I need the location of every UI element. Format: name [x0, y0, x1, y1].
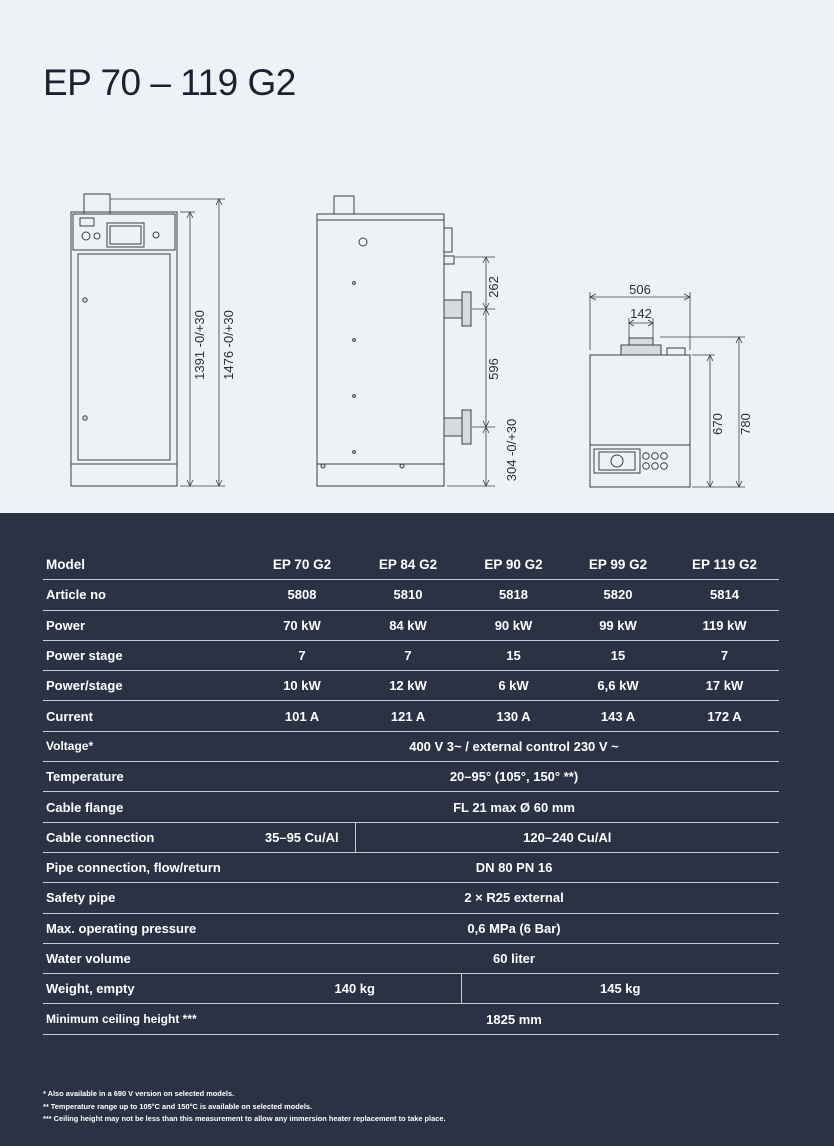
table-cell: 90 kW	[461, 610, 566, 640]
table-row	[43, 762, 779, 792]
table-cell: 119 kW	[670, 610, 779, 640]
table-cell: 5814	[670, 580, 779, 610]
dim-front-height-1: 1391 -0/+30	[192, 310, 207, 380]
col-header-model: Model	[43, 550, 249, 580]
dim-top-flange: 142	[630, 306, 652, 321]
table-cell: 35–95 Cu/Al	[249, 822, 355, 852]
table-row	[43, 974, 779, 1004]
table-cell: 121 A	[355, 701, 461, 731]
table-cell: 172 A	[670, 701, 779, 731]
row-label: Current	[43, 701, 249, 731]
dim-side-bottom: 304 -0/+30	[504, 418, 519, 482]
dim-top-width: 506	[629, 282, 651, 297]
col-header: EP 90 G2	[461, 550, 566, 580]
table-cell: 7	[670, 640, 779, 670]
dim-top-height-1: 670	[710, 413, 725, 435]
row-label: Water volume	[43, 943, 249, 973]
table-cell: 84 kW	[355, 610, 461, 640]
row-label: Power stage	[43, 640, 249, 670]
table-row	[43, 731, 779, 761]
table-cell: 1825 mm	[249, 1004, 779, 1034]
row-label: Temperature	[43, 762, 249, 792]
table-row	[43, 883, 779, 913]
table-row	[43, 1004, 779, 1034]
table-cell: 5810	[355, 580, 461, 610]
row-label: Pipe connection, flow/return	[43, 852, 249, 882]
table-cell: 6,6 kW	[566, 671, 670, 701]
table-cell: 99 kW	[566, 610, 670, 640]
table-cell: 5820	[566, 580, 670, 610]
table-cell: 145 kg	[461, 974, 779, 1004]
table-cell: 60 liter	[249, 943, 779, 973]
drawing-section	[0, 0, 834, 513]
table-cell: 400 V 3~ / external control 230 V ~	[249, 731, 779, 761]
table-cell: 130 A	[461, 701, 566, 731]
table-row	[43, 580, 779, 610]
table-cell: 70 kW	[249, 610, 355, 640]
table-cell: 15	[566, 640, 670, 670]
row-label: Max. operating pressure	[43, 913, 249, 943]
col-header: EP 99 G2	[566, 550, 670, 580]
footnote: *** Ceiling height may not be less than this measurement to allow any immersion heater replacement to take place.	[43, 1114, 446, 1123]
dim-front-height-2: 1476 -0/+30	[221, 310, 236, 380]
row-label: Power/stage	[43, 671, 249, 701]
dim-top-height-2: 780	[738, 413, 753, 435]
table-cell: 2 × R25 external	[249, 883, 779, 913]
row-label: Weight, empty	[43, 974, 249, 1004]
spec-section	[0, 513, 834, 1146]
table-cell: 101 A	[249, 701, 355, 731]
table-row	[43, 701, 779, 731]
table-cell: 20–95° (105°, 150° **)	[249, 762, 779, 792]
top-view-drawing	[590, 292, 745, 487]
table-cell: 0,6 MPa (6 Bar)	[249, 913, 779, 943]
table-cell: 7	[249, 640, 355, 670]
table-cell: 5808	[249, 580, 355, 610]
row-label: Article no	[43, 580, 249, 610]
table-header-row	[43, 550, 779, 580]
table-cell: DN 80 PN 16	[249, 852, 779, 882]
table-row	[43, 610, 779, 640]
table-cell: 143 A	[566, 701, 670, 731]
row-label: Voltage*	[43, 731, 249, 761]
table-row	[43, 913, 779, 943]
table-cell: FL 21 max Ø 60 mm	[249, 792, 779, 822]
side-view-drawing	[317, 196, 495, 486]
page-title: EP 70 – 119 G2	[43, 62, 296, 103]
table-row	[43, 792, 779, 822]
dim-side-top: 262	[486, 276, 501, 298]
row-label: Minimum ceiling height ***	[43, 1004, 249, 1034]
table-cell: 12 kW	[355, 671, 461, 701]
table-cell: 5818	[461, 580, 566, 610]
footnotes	[43, 1088, 803, 1126]
row-label: Power	[43, 610, 249, 640]
dim-side-middle: 596	[486, 358, 501, 380]
table-cell: 15	[461, 640, 566, 670]
table-cell: 140 kg	[249, 974, 461, 1004]
row-label: Safety pipe	[43, 883, 249, 913]
table-row	[43, 822, 779, 852]
footnote: ** Temperature range up to 105°C and 150°C is available on selected models.	[43, 1101, 313, 1111]
table-row	[43, 852, 779, 882]
col-header: EP 84 G2	[355, 550, 461, 580]
footnote: * Also available in a 690 V version on selected models.	[43, 1089, 235, 1098]
table-cell: 10 kW	[249, 671, 355, 701]
table-row	[43, 943, 779, 973]
table-cell: 120–240 Cu/Al	[355, 822, 779, 852]
technical-drawings	[0, 0, 834, 513]
col-header: EP 119 G2	[670, 550, 779, 580]
table-row	[43, 671, 779, 701]
table-cell: 7	[355, 640, 461, 670]
col-header: EP 70 G2	[249, 550, 355, 580]
row-label: Cable flange	[43, 792, 249, 822]
spec-table	[43, 550, 779, 1035]
table-cell: 6 kW	[461, 671, 566, 701]
table-cell: 17 kW	[670, 671, 779, 701]
table-row	[43, 640, 779, 670]
row-label: Cable connection	[43, 822, 249, 852]
